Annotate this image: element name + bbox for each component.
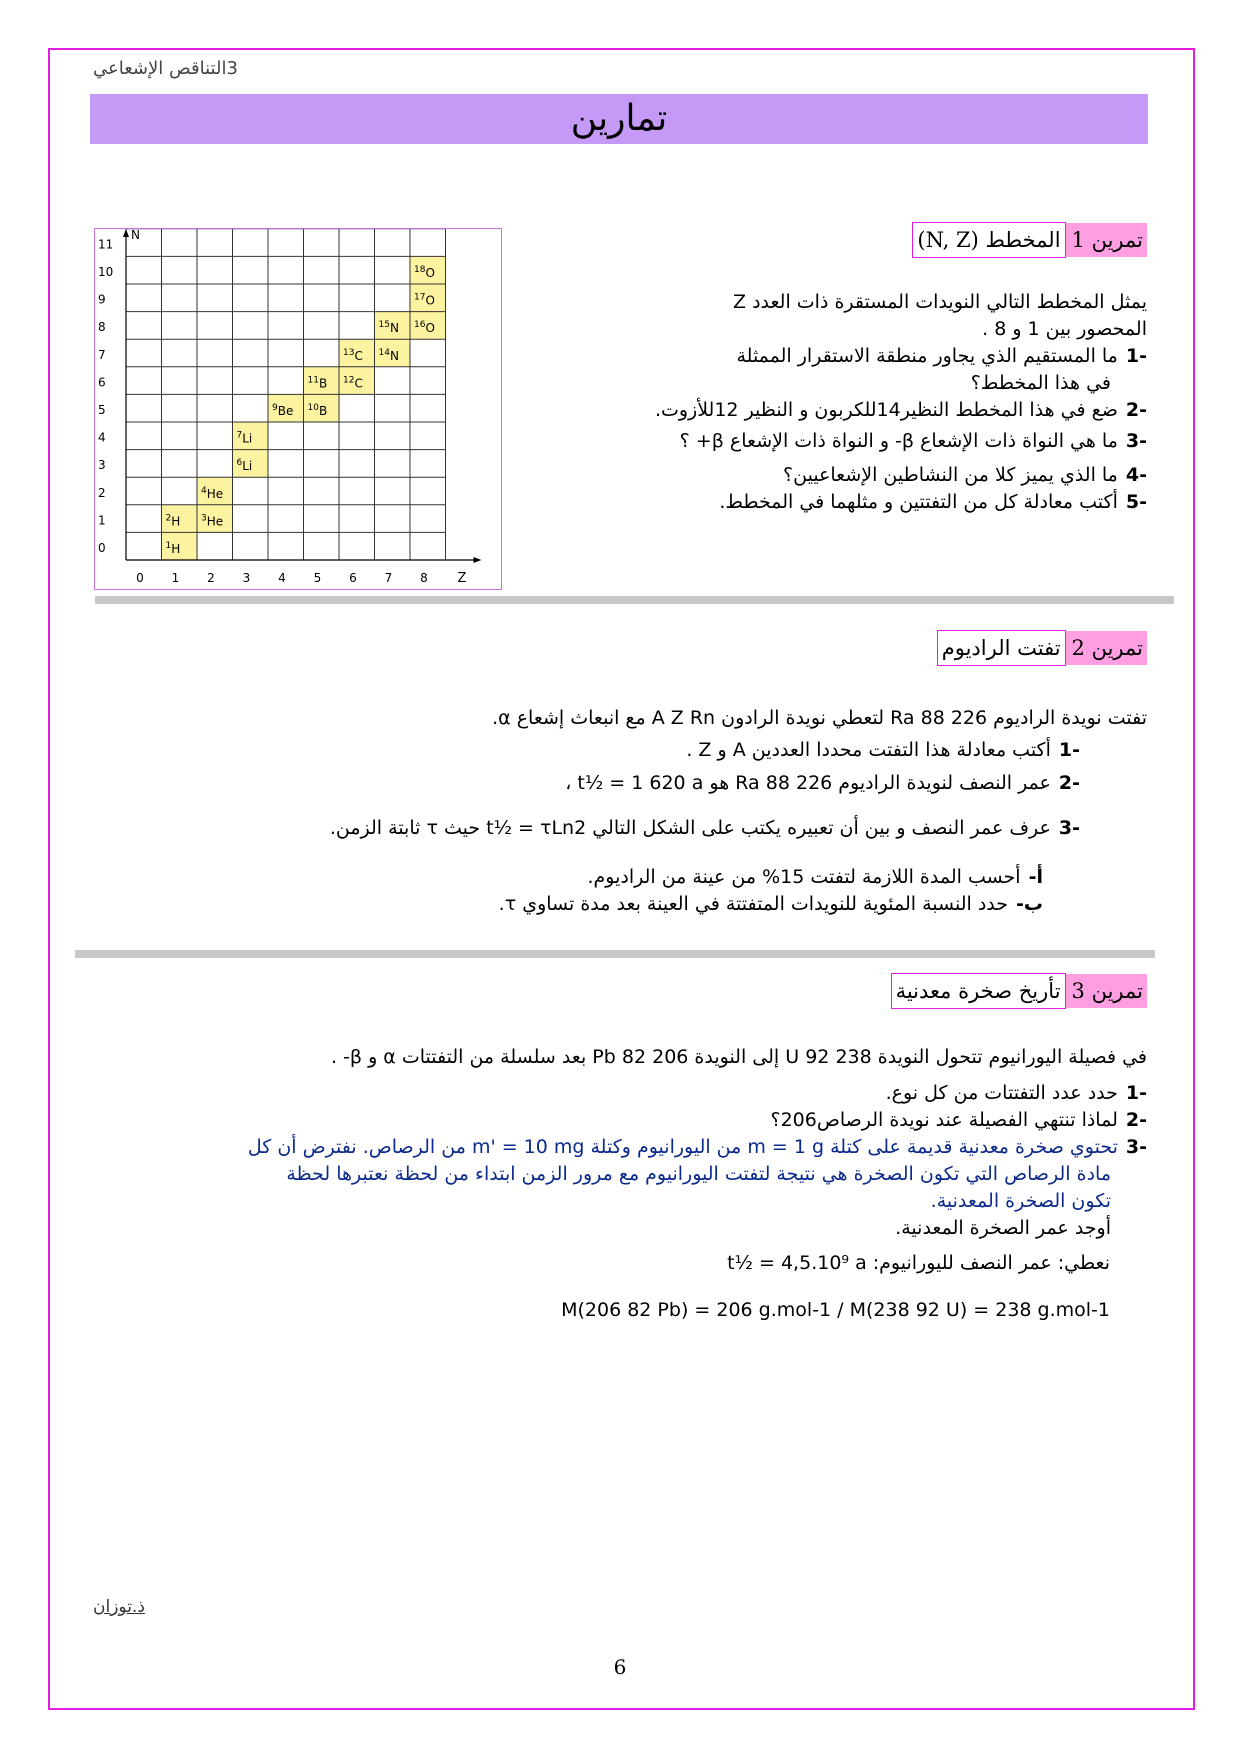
exercise-3-question-3 (117, 1134, 1147, 1242)
exercise-2-intro: تفتت نويدة الراديوم 226 88 Ra لتعطي نويدة الرادون A Z Rn مع انبعاث إشعاع α. (492, 707, 1147, 729)
question-number: أ- (1028, 866, 1043, 888)
question-text: مادة الرصاص التي تكون الصخرة هي نتيجة لتفتت اليورانيوم مع مرور الزمن ابتداء من لحظة نعتبرها لحظة (286, 1163, 1111, 1185)
x-tick-label: 3 (242, 571, 251, 585)
exercise-1-question-1 (547, 343, 1147, 397)
x-tick-label: 7 (384, 571, 393, 585)
y-tick-label: 3 (98, 458, 106, 473)
question-number: -3 (1125, 1136, 1147, 1158)
nuclide-label: $^{12}$C (343, 375, 363, 391)
y-tick-label: 8 (98, 320, 106, 335)
exercise-3-number: تمرين 3 (1066, 974, 1147, 1008)
x-axis-arrow (474, 557, 482, 563)
nuclide-label: $^{14}$N (378, 347, 399, 363)
exercise-3-question-2 (247, 1107, 1147, 1134)
separator (75, 950, 1155, 958)
nz-chart (95, 229, 501, 589)
exercise-1-question-3 (547, 428, 1147, 455)
question-number: -1 (1125, 1082, 1147, 1104)
nuclide-label: $^{13}$C (343, 347, 363, 363)
y-tick-label: 9 (98, 292, 106, 307)
intro-line: المحصور بين 1 و 8 . (982, 318, 1147, 340)
title-banner (90, 94, 1148, 144)
exercise-2-heading (937, 630, 1147, 664)
page-title: تمارين (570, 98, 668, 139)
exercise-1-question-2 (547, 397, 1147, 424)
x-tick-label: 0 (136, 571, 144, 585)
nuclide-label: $^1$H (165, 541, 181, 556)
x-tick-label: 1 (171, 571, 180, 585)
question-text: عمر النصف لنويدة الراديوم 226 88 Ra هو t½ = 1 620 a ، (565, 772, 1051, 794)
question-text: ضع في هذا المخطط النظير14للكربون و النظير 12للأزوت. (654, 399, 1118, 421)
nuclide-label: $^{17}$O (414, 292, 435, 308)
question-number: -5 (1125, 491, 1147, 513)
exercise-3-intro: في فصيلة اليورانيوم تتحول النويدة 238 92 U إلى النويدة 206 82 Pb بعد سلسلة من التفتتات α و β- . (330, 1046, 1147, 1068)
question-number: -2 (1125, 399, 1147, 421)
x-tick-label: 6 (349, 571, 357, 585)
x-tick-label: 5 (313, 571, 322, 585)
page-number: 6 (613, 1655, 627, 1679)
question-text: أكتب معادلة هذا التفتت محددا العددين A و Z . (686, 739, 1051, 761)
question-text: ما الذي يميز كلا من النشاطين الإشعاعيين؟ (783, 464, 1118, 486)
separator (95, 596, 1174, 604)
nuclide-label: $^{11}$B (307, 375, 328, 391)
given-half-life: عمر النصف لليورانيوم: t½ = 4,5.10⁹ a (727, 1252, 1052, 1274)
question-text: حدد النسبة المئوية للنويدات المتفتتة في العينة بعد مدة تساوي τ. (498, 893, 1009, 915)
exercise-1-heading (912, 222, 1147, 256)
nuclide-label: $^{15}$N (378, 320, 399, 336)
question-number: -4 (1125, 464, 1147, 486)
exercise-1-intro (587, 289, 1147, 343)
intro-line: يمثل المخطط التالي النويدات المستقرة ذات العدد Z (733, 291, 1147, 313)
question-text: عرف عمر النصف و بين أن تعبيره يكتب على الشكل التالي t½ = τLn2 حيث τ ثابتة الزمن. (329, 817, 1051, 839)
nuclide-label: $^6$Li (236, 458, 253, 474)
exercise-3-question-1 (247, 1080, 1147, 1107)
y-tick-label: 4 (98, 430, 106, 445)
exercise-3-name: تأريخ صخرة معدنية (891, 973, 1066, 1009)
y-tick-label: 7 (98, 347, 106, 362)
question-text: ما المستقيم الذي يجاور منطقة الاستقرار الممثلة (736, 345, 1118, 367)
y-tick-label: 0 (98, 541, 106, 555)
nz-chart-frame (94, 228, 502, 590)
question-text: في هذا المخطط؟ (970, 372, 1111, 394)
question-text: أكتب معادلة كل من التفتتين و مثلهما في المخطط. (719, 491, 1118, 513)
y-tick-label: 10 (98, 265, 114, 279)
y-tick-label: 2 (98, 485, 106, 500)
question-number: -1 (1058, 739, 1080, 761)
nuclide-label: $^2$H (165, 513, 181, 529)
exercise-1-question-4 (547, 462, 1147, 489)
question-number: -2 (1058, 772, 1080, 794)
question-number: ب- (1016, 893, 1043, 915)
exercise-3-heading (891, 973, 1147, 1007)
question-text: تكون الصخرة المعدنية. (930, 1190, 1111, 1212)
given-values (410, 1250, 1110, 1277)
x-tick-label: 8 (420, 571, 428, 585)
question-text: أوجد عمر الصخرة المعدنية. (895, 1217, 1111, 1239)
exercise-1-question-5 (547, 489, 1147, 516)
x-axis-label: Z (457, 571, 467, 586)
nuclide-label: $^{10}$B (307, 403, 328, 418)
nuclide-label: $^4$He (201, 485, 224, 501)
nuclide-label: $^{18}$O (414, 265, 435, 280)
chapter-header: 3التناقص الإشعاعي (93, 58, 238, 79)
y-axis-label: N (131, 229, 140, 242)
y-tick-label: 1 (98, 513, 106, 528)
y-tick-label: 6 (98, 375, 106, 390)
exercise-2-question-2 (430, 770, 1080, 797)
question-number: -1 (1125, 345, 1147, 367)
question-number: -2 (1125, 1109, 1147, 1131)
given-molar-masses: M(206 82 Pb) = 206 g.mol-1 / M(238 92 U) = 238 g.mol-1 (561, 1299, 1110, 1321)
nuclide-label: $^{16}$O (414, 320, 435, 336)
x-tick-label: 4 (278, 571, 286, 585)
nuclide-label: $^7$Li (236, 430, 253, 446)
x-tick-label: 2 (207, 571, 215, 585)
exercise-2-question-a (343, 864, 1043, 891)
exercise-2-name: تفتت الراديوم (937, 630, 1066, 666)
given-label: نعطي: (1057, 1252, 1110, 1274)
y-tick-label: 5 (98, 403, 106, 417)
author: ذ.توزان (93, 1597, 145, 1617)
exercise-2-question-3 (180, 815, 1080, 842)
nuclide-label: $^9$Be (272, 403, 294, 418)
question-number: -3 (1125, 430, 1147, 452)
exercise-1-name: المخطط (N, Z) (912, 222, 1065, 258)
question-text: أحسب المدة اللازمة لتفتت 15% من عينة من الراديوم. (587, 866, 1021, 888)
nuclide-label: $^3$He (201, 513, 224, 529)
exercise-1-number: تمرين 1 (1066, 223, 1147, 257)
question-text: لماذا تنتهي الفصيلة عند نويدة الرصاص206؟ (770, 1109, 1118, 1131)
exercise-2-question-b (243, 891, 1043, 918)
y-axis-arrow (123, 229, 129, 237)
exercise-2-number: تمرين 2 (1066, 631, 1147, 665)
question-text: حدد عدد التفتتات من كل نوع. (885, 1082, 1118, 1104)
y-tick-label: 11 (98, 237, 114, 252)
question-text: ما هي النواة ذات الإشعاع β- و النواة ذات الإشعاع β+ ؟ (679, 430, 1118, 452)
exercise-2-question-1 (430, 737, 1080, 764)
question-number: -3 (1058, 817, 1080, 839)
question-text: تحتوي صخرة معدنية قديمة على كتلة m = 1 g من اليورانيوم وكتلة m' = 10 mg من الرصاص. نفترض أن كل (247, 1136, 1118, 1158)
